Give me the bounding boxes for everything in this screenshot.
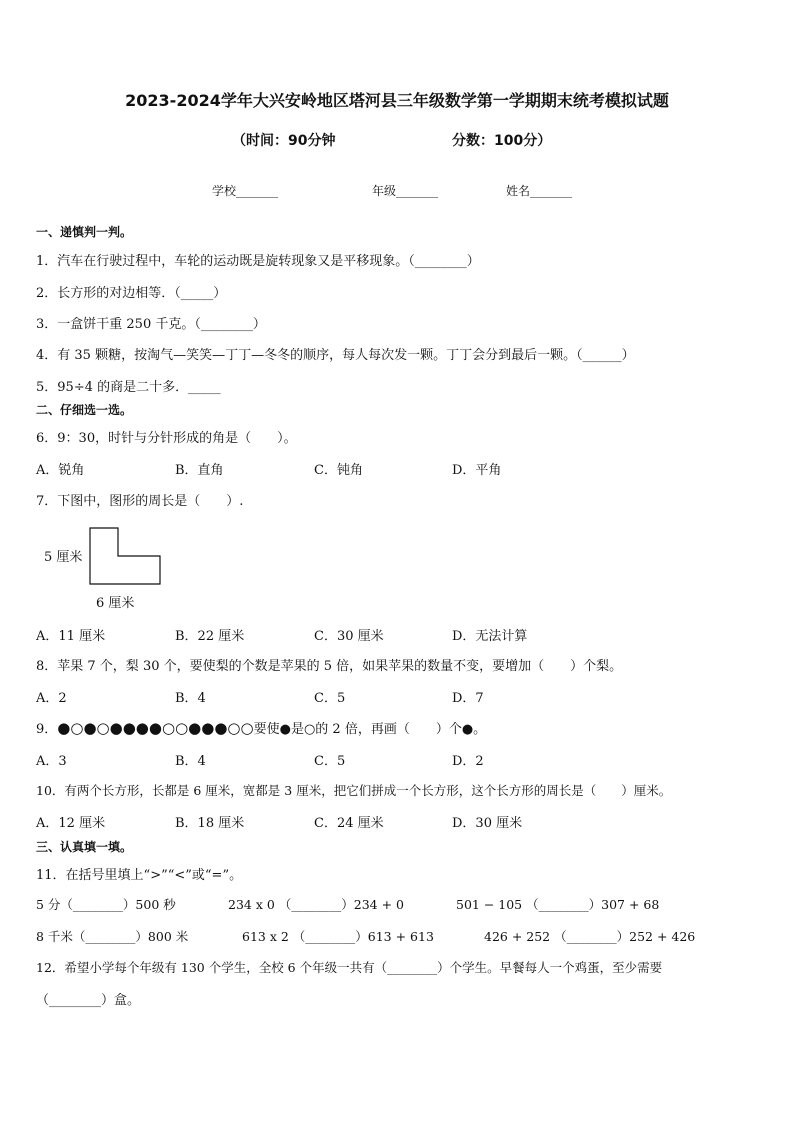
question-2: 2．长方形的对边相等．（_____） [36, 286, 227, 301]
l-shape-figure [88, 526, 164, 586]
section-title-judge: 一、递慎判一判。 [36, 225, 133, 239]
q8-option-b: B．4 [175, 691, 206, 706]
section-title-fill: 三、认真填一填。 [36, 840, 133, 854]
name-field: 姓名_______ [506, 184, 573, 198]
q6-option-a: A．锐角 [36, 463, 85, 478]
q10-option-d: D．30 厘米 [452, 816, 523, 831]
q9-option-c: C．5 [314, 754, 346, 769]
question-10: 10．有两个长方形，长都是 6 厘米，宽都是 3 厘米，把它们拼成一个长方形，这个长方形的周长是（ ）厘米。 [36, 783, 672, 798]
grade-field: 年级_______ [372, 184, 439, 198]
question-1: 1．汽车在行驶过程中，车轮的运动既是旋转现象又是平移现象。（________） [36, 254, 480, 269]
q10-option-b: B．18 厘米 [175, 816, 245, 831]
question-5: 5．95÷4 的商是二十多．_____ [36, 380, 221, 395]
question-12-line1: 12．希望小学每个年级有 130 个学生，全校 6 个年级一共有（________）个学生。早餐每人一个鸡蛋，至少需要 [36, 960, 663, 975]
school-field: 学校_______ [212, 184, 279, 198]
question-12-line2: （________）盒。 [36, 993, 141, 1008]
question-9 [36, 718, 486, 737]
q11-row2-item3: 426 + 252 （________）252 + 426 [484, 929, 696, 944]
page-title: 2023-2024学年大兴安岭地区塔河县三年级数学第一学期期末统考模拟试题 [125, 91, 669, 110]
q11-row1-item2: 234 x 0 （________）234 + 0 [228, 897, 405, 912]
question-6: 6．9：30，时针与分针形成的角是（ ）。 [36, 431, 297, 446]
q7-option-b: B．22 厘米 [175, 629, 245, 644]
question-11: 11．在括号里填上“>”“<”或“=”。 [36, 868, 243, 883]
q9-number: 9． [36, 722, 58, 737]
q7-option-d: D．无法计算 [452, 629, 528, 644]
q11-row2-item2: 613 x 2 （________）613 + 613 [242, 929, 434, 944]
q8-option-c: C．5 [314, 691, 346, 706]
q6-option-b: B．直角 [175, 463, 224, 478]
q10-option-a: A．12 厘米 [36, 816, 106, 831]
figure-bottom-label: 6 厘米 [96, 596, 135, 611]
q9-option-d: D．2 [452, 754, 484, 769]
q11-row1-item1: 5 分（________）500 秒 [36, 897, 176, 912]
q9-dot-sequence: ●○●○●●●●○○●●●○○ [57, 719, 254, 737]
q7-option-a: A．11 厘米 [36, 629, 106, 644]
question-7: 7．下图中，图形的周长是（ ）. [36, 494, 244, 509]
question-4: 4．有 35 颗糖，按淘气—笑笑—丁丁—冬冬的顺序，每人每次发一颗。丁丁会分到最后一颗。（______） [36, 348, 635, 363]
q11-row1-item3: 501 − 105 （________）307 + 68 [456, 897, 660, 912]
q9-text: 要使●是○的 2 倍，再画（ ）个●。 [253, 722, 487, 737]
exam-score: 分数：100分） [452, 133, 552, 149]
question-3: 3．一盒饼干重 250 千克。（________） [36, 317, 266, 332]
q7-option-c: C．30 厘米 [314, 629, 384, 644]
q8-option-d: D．7 [452, 691, 484, 706]
q11-row2-item1: 8 千米（________）800 米 [36, 929, 189, 944]
q9-option-a: A．3 [36, 754, 67, 769]
q9-option-b: B．4 [175, 754, 206, 769]
q10-option-c: C．24 厘米 [314, 816, 384, 831]
section-title-choose: 二、仔细选一选。 [36, 403, 133, 417]
q6-option-c: C．钝角 [314, 463, 363, 478]
q6-option-d: D．平角 [452, 463, 502, 478]
exam-time: （时间：90分钟 [232, 133, 336, 149]
question-8: 8．苹果 7 个，梨 30 个，要使梨的个数是苹果的 5 倍，如果苹果的数量不变，要增加（ ）个梨。 [36, 659, 623, 674]
q8-option-a: A．2 [36, 691, 67, 706]
figure-side-label: 5 厘米 [44, 550, 83, 565]
